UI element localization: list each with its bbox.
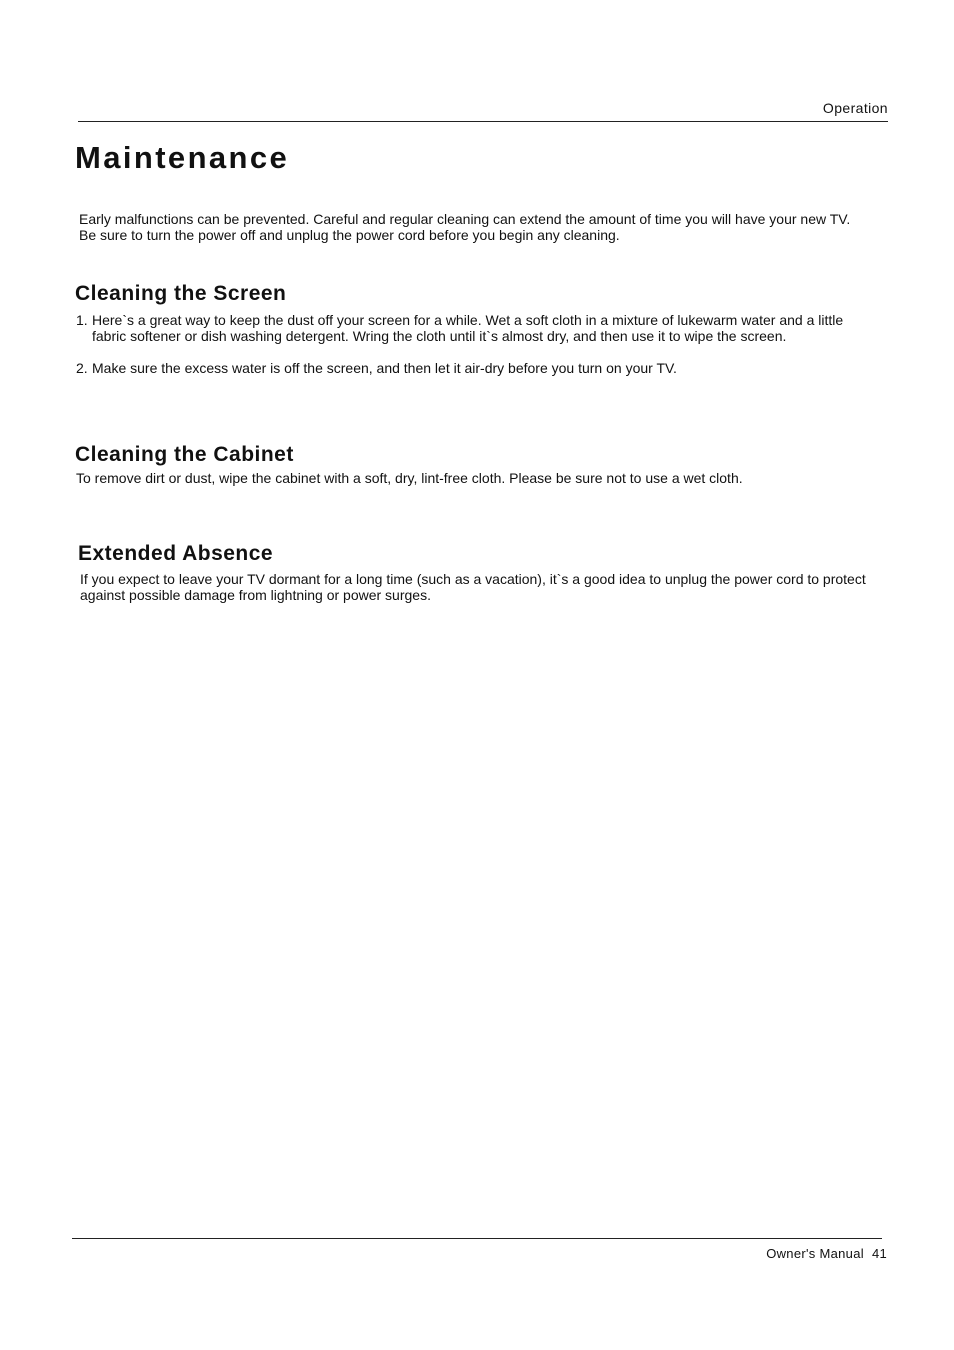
screen-cleaning-steps [76, 312, 866, 376]
header-divider [78, 121, 888, 122]
list-item-text: Here`s a great way to keep the dust off your screen for a while. Wet a soft cloth in a mixture of lukewarm water and a little fabric softener or dish washing detergent. Wring the cloth until it`s almost dry, and then use it to wipe the screen. [92, 312, 844, 344]
list-item-number: 1. [76, 312, 88, 328]
list-item [76, 360, 866, 376]
list-item [76, 312, 866, 344]
absence-paragraph: If you expect to leave your TV dormant for a long time (such as a vacation), it`s a good idea to unplug the power cord to protect against possible damage from lightning or power surges. [80, 571, 866, 603]
page-title: Maintenance [75, 140, 290, 175]
page-footer [766, 1246, 887, 1261]
intro-paragraph: Early malfunctions can be prevented. Careful and regular cleaning can extend the amount of time you will have your new TV. Be sure to turn the power off and unplug the power cord before you begin any cleaning. [79, 211, 851, 243]
list-item-number: 2. [76, 360, 88, 376]
footer-divider [72, 1238, 882, 1239]
heading-extended-absence: Extended Absence [78, 542, 274, 565]
heading-cleaning-cabinet: Cleaning the Cabinet [75, 443, 294, 466]
cabinet-paragraph: To remove dirt or dust, wipe the cabinet with a soft, dry, lint-free cloth. Please be sure not to use a wet cloth. [76, 470, 743, 486]
footer-label: Owner's Manual [766, 1246, 864, 1261]
heading-cleaning-screen: Cleaning the Screen [75, 282, 287, 305]
list-item-text: Make sure the excess water is off the screen, and then let it air-dry before you turn on your TV. [92, 360, 677, 376]
page-number: 41 [871, 1246, 887, 1261]
section-label: Operation [822, 100, 888, 116]
